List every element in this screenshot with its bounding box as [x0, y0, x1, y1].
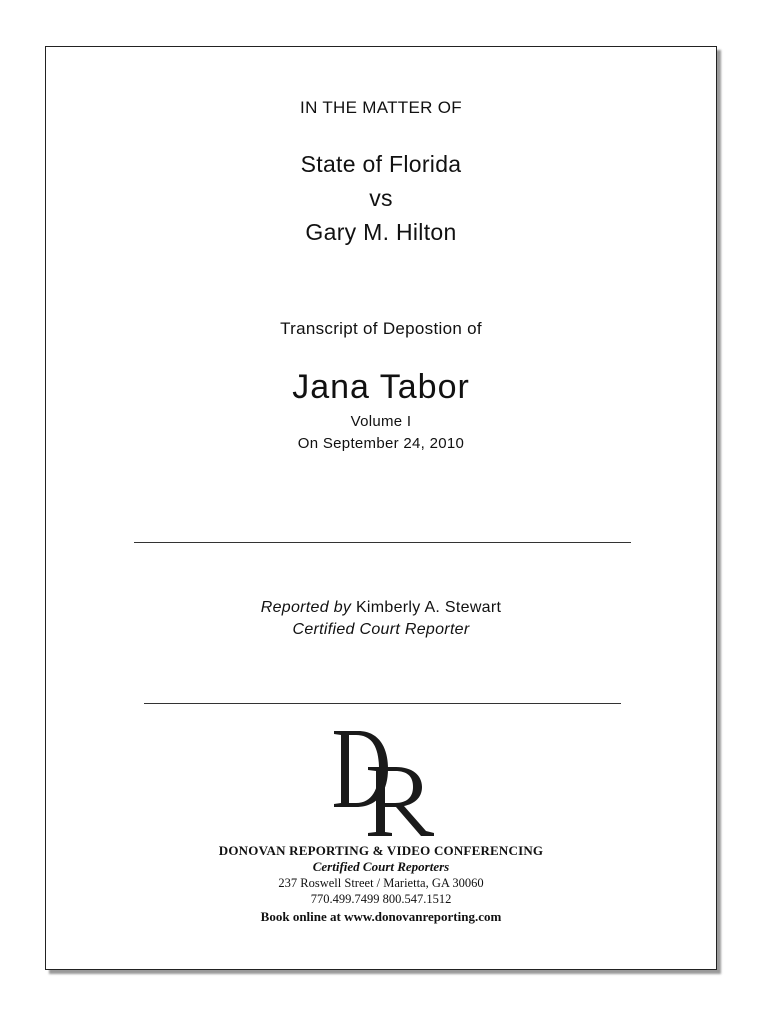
matter-heading: IN THE MATTER OF — [300, 98, 462, 117]
witness-name: Jana Tabor — [292, 368, 470, 406]
company-phones: 770.499.7499 800.547.1512 — [310, 892, 452, 906]
reported-by-line — [46, 599, 716, 617]
divider-line — [144, 703, 621, 704]
reported-by-prefix: Reported by — [260, 599, 352, 616]
booking-link: Book online at www.donovanreporting.com — [260, 909, 502, 924]
company-name: DONOVAN REPORTING & VIDEO CONFERENCING — [218, 843, 544, 858]
deposition-date: On September 24, 2010 — [297, 435, 465, 452]
divider-line — [134, 542, 631, 543]
company-tagline: Certified Court Reporters — [312, 859, 450, 874]
reporter-name: Kimberly A. Stewart — [355, 599, 502, 616]
case-defendant: Gary M. Hilton — [305, 219, 457, 245]
case-plaintiff: State of Florida — [300, 151, 462, 177]
document-page — [45, 46, 717, 970]
reporter-title: Certified Court Reporter — [292, 621, 470, 638]
dr-logo-icon — [328, 727, 438, 839]
volume-label: Volume I — [350, 413, 412, 430]
transcript-label: Transcript of Depostion of — [280, 319, 482, 338]
case-versus: vs — [369, 185, 393, 211]
company-address: 237 Roswell Street / Marietta, GA 30060 — [278, 876, 484, 890]
